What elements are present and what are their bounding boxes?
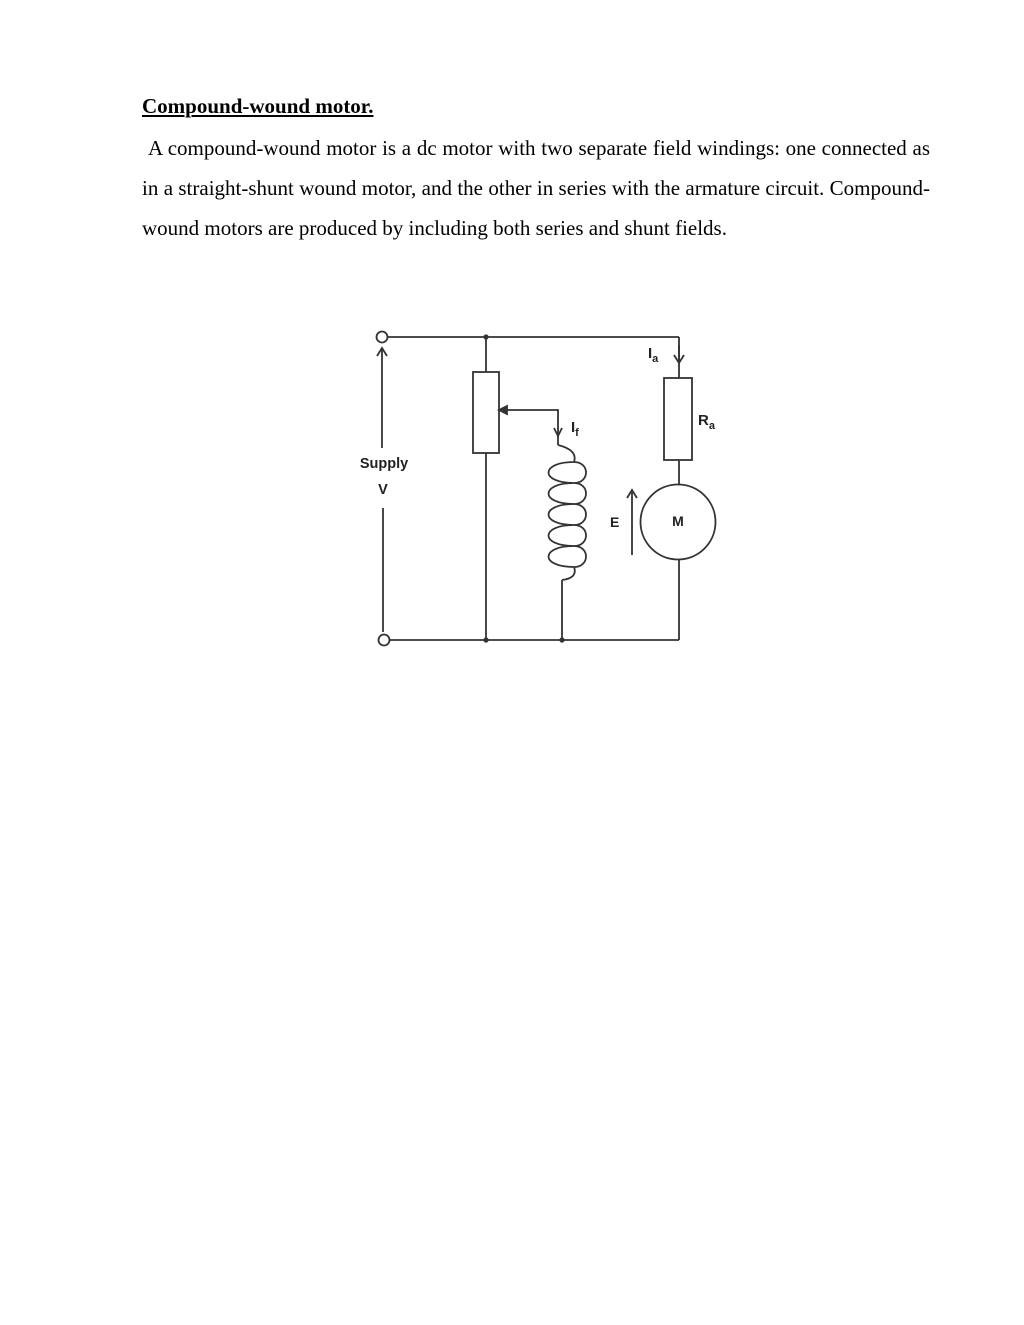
- armature-current-main: I: [648, 345, 653, 362]
- page-title: Compound-wound motor.: [142, 94, 374, 118]
- voltage-label: V: [378, 482, 388, 498]
- compound-motor-circuit-diagram: [340, 322, 740, 657]
- rheostat-wiper-wire: [506, 410, 558, 445]
- junction-dot-bottom-mid: [559, 637, 564, 642]
- armature-resistor: [664, 378, 692, 460]
- rheostat-wiper-arrow: [499, 406, 507, 414]
- supply-label: Supply: [359, 456, 409, 472]
- motor-label: M: [672, 513, 684, 529]
- field-current-main: I: [571, 419, 576, 436]
- armature-current-label: [648, 345, 659, 365]
- armature-resistance-main: R: [698, 412, 709, 429]
- emf-label: E: [610, 514, 620, 530]
- supply-terminal-bottom: [379, 635, 390, 646]
- field-current-sub: f: [575, 427, 579, 439]
- field-current-label: [571, 419, 579, 439]
- junction-dot-top: [483, 334, 488, 339]
- shunt-field-coil: [549, 445, 587, 580]
- armature-current-sub: a: [652, 353, 659, 365]
- supply-terminal-top: [377, 332, 388, 343]
- armature-resistance-sub: a: [708, 420, 715, 432]
- junction-dot-bottom-left: [483, 637, 488, 642]
- armature-resistance-label: [698, 412, 716, 432]
- body-paragraph: A compound-wound motor is a dc motor with two separate field windings: one connected as in a straight-shunt wound motor, and the other in series with the armature circuit. Compound-wound motors are produced by including both series and shunt fields.: [142, 136, 930, 240]
- rheostat-resistor: [473, 372, 499, 453]
